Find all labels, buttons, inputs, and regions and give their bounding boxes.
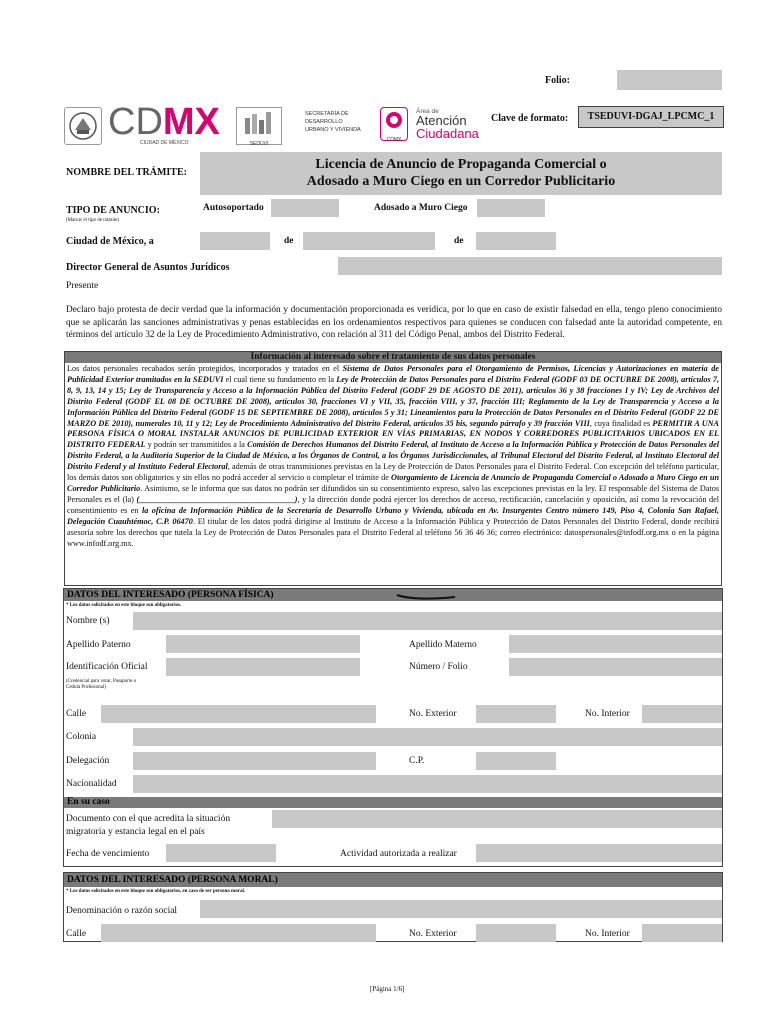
privacy-address: la oficina de Información Pública de la Secretaría de Desarrollo Urbano y Vivienda, ubicada en Av. Insurgentes Centro número 149, Piso 4, Colonia San Rafael, Delegación Cuauhtémoc, C.P. 06470 bbox=[67, 505, 719, 526]
secretaria-line: DESARROLLO bbox=[305, 119, 343, 125]
privacy-text: Los datos personales recabados serán protegidos, incorporados y tratados en el bbox=[67, 364, 340, 373]
atencion-ciudadana-icon bbox=[380, 107, 408, 141]
tramite-title-line2: Adosado a Muro Ciego en un Corredor Publicitario bbox=[306, 174, 616, 189]
privacy-text: . Asimismo, se le informa que sus datos no podrán ser difundidos sin su consentimiento expreso, salvo las excepciones previstas en la ley. El responsable del Sistema de Datos Personales es el (la) bbox=[67, 483, 720, 504]
delegacion-label: Delegación bbox=[66, 756, 110, 766]
tipo-label: TIPO DE ANUNCIO: bbox=[66, 205, 160, 216]
presente-label: Presente bbox=[66, 281, 99, 291]
fecha-venc-label: Fecha de vencimiento bbox=[66, 849, 150, 859]
colonia-field[interactable] bbox=[133, 728, 722, 746]
calle-field[interactable] bbox=[101, 705, 376, 723]
cdmx-logo-sub: CIUDAD DE MÉXICO bbox=[140, 140, 189, 146]
director-label: Director General de Asuntos Jurídicos bbox=[66, 262, 230, 273]
mes-field[interactable] bbox=[303, 232, 435, 250]
privacy-title: Información al interesado sobre el tratamiento de sus datos personales bbox=[65, 352, 721, 363]
cp-label: C.P. bbox=[409, 756, 425, 766]
fisica-header: DATOS DEL INTERESADO (PERSONA FÍSICA) bbox=[64, 589, 722, 601]
privacy-text: el cual tiene su fundamento en la bbox=[225, 374, 335, 384]
privacy-box bbox=[64, 351, 722, 586]
fecha-de1: de bbox=[284, 236, 294, 246]
dia-field[interactable] bbox=[200, 232, 270, 250]
no-interior-field[interactable] bbox=[642, 705, 722, 723]
area-atencion: Atención bbox=[416, 113, 467, 128]
ident-hint-line: Cédula Profesional) bbox=[66, 685, 106, 690]
privacy-text: , y la dirección donde podrá ejercer los derechos de acceso, rectificación, cancelación y oposición, así como la revocación del consentimiento es en bbox=[67, 494, 720, 515]
privacy-tramite: Otorgamiento de Licencia de Anuncio de Propaganda Comercial o Adosado a Muro Ciego en un Corredor Publicitario bbox=[67, 473, 719, 493]
anio-field[interactable] bbox=[476, 232, 556, 250]
ap-materno-label: Apellido Materno bbox=[409, 640, 477, 650]
actividad-label: Actividad autorizada a realizar bbox=[340, 849, 457, 859]
no-exterior-field[interactable] bbox=[476, 705, 556, 723]
nacionalidad-field[interactable] bbox=[133, 775, 722, 793]
pen-mark-icon bbox=[395, 591, 465, 603]
tipo-opt1-label: Autosoportado bbox=[203, 203, 264, 213]
tipo-opt2-label: Adosado a Muro Ciego bbox=[374, 203, 468, 213]
numero-folio-label: Número / Folio bbox=[409, 662, 468, 672]
tramite-title bbox=[200, 152, 722, 195]
privacy-text: , además de otras transmisiones previstas en la Ley de Protección de Datos Personales para el Distrito Federal. Con excepción del teléfono particular, los demás datos son obligatorios y sin ellos no podrá acceder al servicio o completar el trámite de bbox=[67, 462, 719, 483]
actividad-field[interactable] bbox=[476, 844, 722, 862]
secretaria-text bbox=[305, 110, 361, 134]
moral-no-interior-label: No. Interior bbox=[585, 929, 630, 939]
cdmx-seal-icon bbox=[64, 107, 102, 145]
clave-label: Clave de formato: bbox=[491, 113, 569, 124]
identificacion-field[interactable] bbox=[166, 658, 360, 676]
denominacion-label: Denominación o razón social bbox=[66, 906, 178, 916]
nacionalidad-label: Nacionalidad bbox=[66, 779, 117, 789]
privacy-text: y podrán ser transmitidos a la bbox=[147, 440, 245, 450]
seduvi-logo bbox=[236, 107, 282, 145]
declaro-text: Declaro bajo protesta de decir verdad que la información y documentación proporcionada es verídica, por lo que en caso de existir falsedad en ella, tengo pleno conocimiento que se aplicarán las sanciones administrativas y penas establecidas en los ordenamientos respectivos para quienes se conducen con falsedad ante la autoridad competente, en términos del artículo 32 de la Ley de Procedimiento Administrativo, con relación al 311 del Código Penal, ambos del Distrito Federal. bbox=[66, 305, 722, 340]
privacy-recipients: Comisión de Derechos Humanos del Distrito Federal, al Instituto de Acceso a la Información Pública y Protección de Datos Personales del Distrito Federal, a la Auditoría Superior de la Ciudad de México, a los Órganos de Control, a los Órganos Jurisdiccionales, al Tribunal Electoral del Distrito Federal, al Instituto Electoral del Distrito Federal y al Instituto Federal Electoral bbox=[67, 440, 720, 472]
clave-value: TSEDUVI-DGAJ_LPCMC_1 bbox=[578, 106, 724, 128]
privacy-responsable: (______________________________________) bbox=[136, 494, 298, 504]
moral-calle-field[interactable] bbox=[101, 924, 376, 942]
fecha-label: Ciudad de México, a bbox=[66, 236, 154, 247]
fisica-note: * Los datos solicitados en este bloque son obligatorios. bbox=[66, 603, 182, 608]
identificacion-label: Identificación Oficial bbox=[66, 662, 148, 672]
moral-calle-label: Calle bbox=[66, 929, 87, 939]
denominacion-field[interactable] bbox=[200, 900, 722, 918]
ap-materno-field[interactable] bbox=[509, 635, 722, 653]
documento-line: Documento con el que acredita la situación bbox=[66, 814, 231, 824]
director-field[interactable] bbox=[338, 257, 722, 275]
fecha-de2: de bbox=[454, 236, 464, 246]
seduvi-label: SEDUVI bbox=[249, 141, 269, 147]
fecha-venc-field[interactable] bbox=[166, 844, 276, 862]
privacy-laws: Ley de Protección de Datos Personales para el Distrito Federal (GODF 03 DE OCTUBRE DE 2008), artículos 7, 8, 9, 13, 14 y 15; Ley de Transparencia y Acceso a la Información Pública del Distrito Federal (GODF 29 DE AGOSTO DE 2011), artículos 36 y 38 fracciones I y IV; Ley de Archivos del Distrito Federal (GODF EL 08 DE OCTUBRE DE 2008), artículos 30, fracciones VI y VII, 35, fracción VIII, y 37, fracción III; Reglamento de la Ley de Transparencia y Acceso a la Información Pública del Distrito Federal (GODF 15 DE SEPTIEMBRE DE 2008), artículos 5 y 31; Lineamientos para la Protección de Datos Personales en el Distrito Federal (GODF 22 DE MARZO DE 2010), numerales 10, 11 y 12; Ley de Procedimiento Administrativo del Distrito Federal, artículos 35 bis, segundo párrafo y 39 fracción VIII bbox=[67, 374, 720, 428]
tipo-hint: (Marcar el tipo de trámite) bbox=[66, 218, 120, 223]
cp-field[interactable] bbox=[476, 752, 556, 770]
tramite-title-line1: Licencia de Anuncio de Propaganda Comercial o bbox=[315, 157, 607, 172]
documento-field[interactable] bbox=[272, 810, 722, 828]
privacy-body bbox=[65, 363, 721, 550]
calle-label: Calle bbox=[66, 709, 87, 719]
documento-line: migratoria y estancia legal en el país bbox=[66, 827, 205, 837]
nombre-label: Nombre (s) bbox=[66, 616, 110, 626]
privacy-purpose: PERMITIR A UNA PERSONA FÍSICA O MORAL INSTALAR ANUNCIOS DE PUBLICIDAD EXTERIOR EN VÍAS PRIMARIAS, EN NODOS Y CORREDORES PUBLICITARIOS UBICADOS EN EL DISTRITO FEDERAL bbox=[67, 418, 720, 450]
privacy-system: Sistema de Datos Personales para el Otorgamiento de Permisos, Licencias y Autorizaciones en materia de Publicidad Exterior tramitados en la SEDUVI bbox=[67, 364, 719, 384]
colonia-label: Colonia bbox=[66, 732, 97, 742]
page-number: [Página 1/6] bbox=[370, 985, 405, 993]
ident-hint bbox=[66, 679, 136, 691]
ident-hint-line: (Credencial para votar, Pasaporte o bbox=[66, 679, 137, 684]
area-small: Área de bbox=[416, 108, 439, 115]
moral-no-exterior-label: No. Exterior bbox=[409, 929, 457, 939]
cdmx-logo: CDMX bbox=[108, 101, 220, 143]
atencion-cdmx-label: CDMX bbox=[386, 137, 402, 143]
secretaria-line: SECRETARÍA DE bbox=[305, 111, 349, 117]
nombre-field[interactable] bbox=[133, 612, 722, 630]
folio-label: Folio: bbox=[545, 75, 570, 86]
privacy-text: . El titular de los datos podrá dirigirse al Instituto de Acceso a la Información Pública y Protección de Datos Personales del Distrito Federal, donde recibirá asesoría sobre los derechos que tutela la Ley de Protección de Datos Personales para el Distrito Federal al teléfono 56 36 46 36; correo electrónico: datospersonales@infodf.org.mx o en la página www.infodf.org.mx. bbox=[67, 516, 719, 548]
folio-field[interactable] bbox=[617, 70, 722, 90]
no-exterior-label: No. Exterior bbox=[409, 709, 457, 719]
documento-label bbox=[66, 813, 270, 839]
ap-paterno-field[interactable] bbox=[166, 635, 360, 653]
no-interior-label: No. Interior bbox=[585, 709, 630, 719]
moral-no-exterior-field[interactable] bbox=[476, 924, 556, 942]
secretaria-line: URBANO Y VIVIENDA bbox=[305, 127, 361, 133]
moral-no-interior-field[interactable] bbox=[642, 924, 722, 942]
tramite-label: NOMBRE DEL TRÁMITE: bbox=[66, 167, 187, 178]
autosoportado-field[interactable] bbox=[271, 199, 339, 217]
moral-header: DATOS DEL INTERESADO (PERSONA MORAL) bbox=[64, 873, 722, 887]
atencion-ciudadana-logo bbox=[416, 108, 479, 140]
moral-note: * Los datos solicitados en este bloque son obligatorios, en caso de ser persona moral. bbox=[66, 889, 246, 894]
en-su-caso-header: En su caso bbox=[64, 797, 722, 808]
area-ciudadana: Ciudadana bbox=[416, 126, 479, 141]
adosado-field[interactable] bbox=[477, 199, 545, 217]
privacy-text: , cuya finalidad es bbox=[589, 418, 651, 428]
ap-paterno-label: Apellido Paterno bbox=[66, 640, 131, 650]
numero-folio-field[interactable] bbox=[509, 658, 722, 676]
delegacion-field[interactable] bbox=[133, 752, 376, 770]
